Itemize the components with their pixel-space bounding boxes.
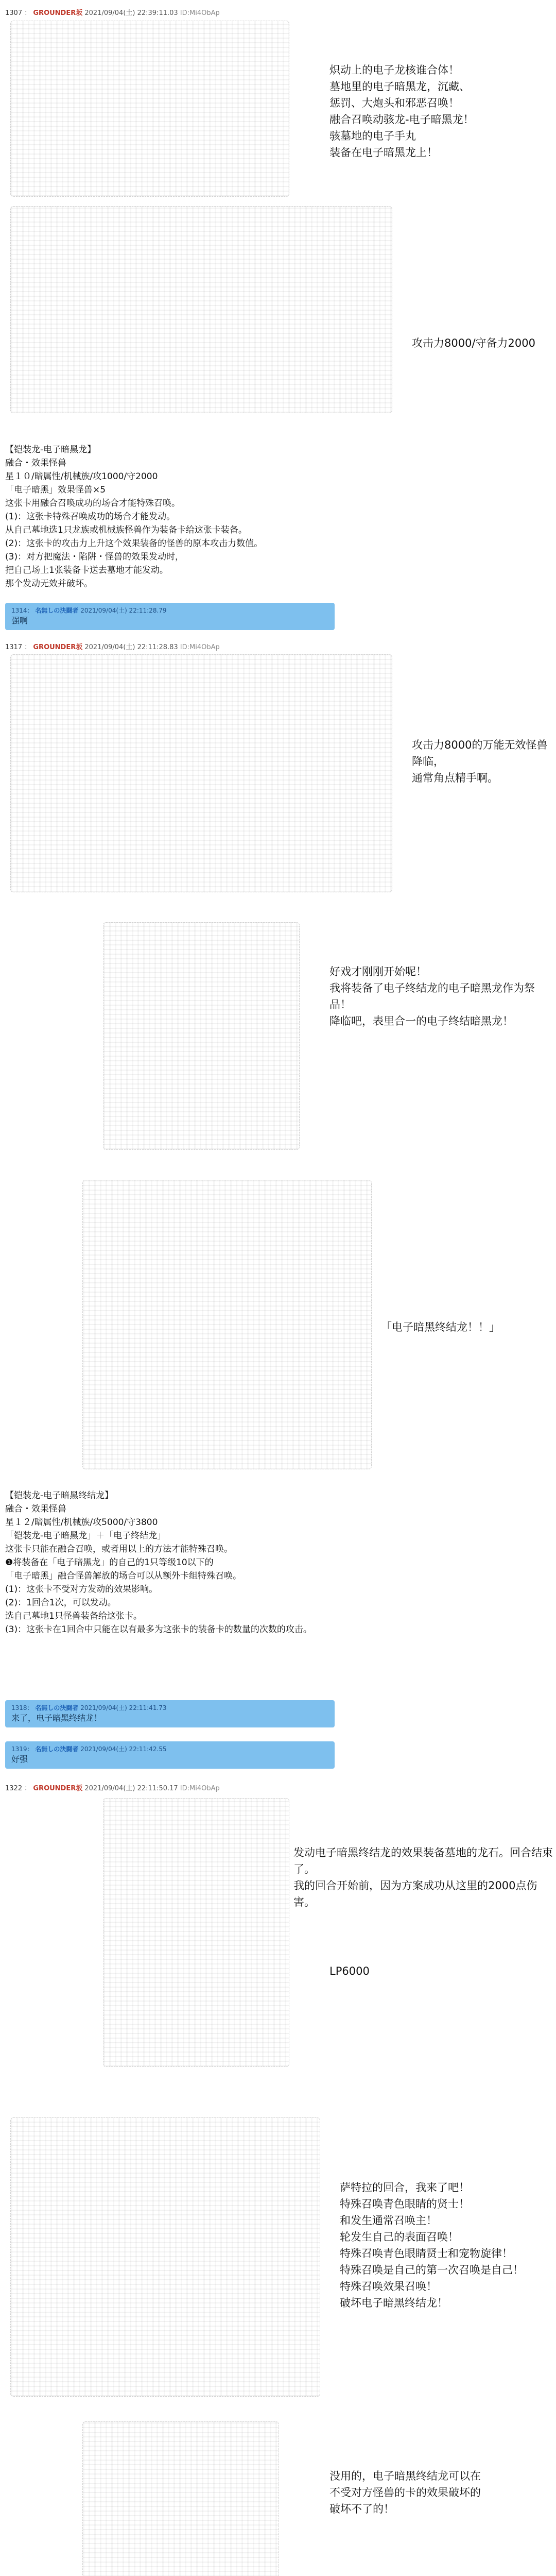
post-author[interactable]: GROUNDER坂 [33,9,83,17]
speech-text: 攻击力8000的万能无效怪兽降临， 通常角点精手啊。 [412,739,548,784]
quote-reply: 1318： 名無しの決闘者 2021/09/04(土) 22:11:41.73 来了，电子暗黑终结龙！ [5,1700,335,1727]
post-date: 2021/09/04(土) 22:39:11.03 [84,9,178,17]
speech-text: 发动电子暗黑终结龙的效果装备墓地的龙石。回合结束了。 我的回合开始前，因为方案成功从这里的2000点伤害。 [293,1846,553,1908]
ascii-art-character-group [10,2117,320,2397]
card-description: 【铠装龙-电子暗黑终结龙】 融合・效果怪兽 星１２/暗属性/机械族/攻5000/守3800 「铠装龙-电子暗黑龙」＋「电子终结龙」 这张卡只能在融合召唤，或者用以上的方法才能特殊召唤。 ❶将装备在「电子暗黑龙」的自己的1只等级10以下的 「电子暗黑」融合怪兽解放的场合可以从额外卡组特殊召唤。 (1)：这张卡不受对方发动的效果影响。 (2)：1回合1次，可以发动。 选自己墓地1只怪兽装备给这张卡。 (3)：这张卡在1回合中只能在以有最多为这张卡的装备卡的数量的次数的攻击。 [5,1490,312,1635]
ascii-art-character [10,21,289,197]
ascii-art-dragon-large [10,654,392,892]
speech-text: 没用的，电子暗黑终结龙可以在 不受对方怪兽的卡的效果破坏的 破坏不了的！ [329,2470,481,2515]
speech-text: 好戏才刚刚开始呢！ 我将装备了电子终结龙的电子暗黑龙作为祭品！ 降临吧，表里合一的电子终结暗黑龙！ [329,965,535,1027]
ascii-art-dragon [10,206,392,413]
speech-text: 炽动上的电子龙核谁合体！ 墓地里的电子暗黑龙，沉藏、 惩罚、大炮头和邪恶召唤！ 融合召唤动骇龙-电子暗黑龙！ 骇墓地的电子手丸 装备在电子暗黑龙上！ [329,64,474,159]
quote-reply: 1314： 名無しの決闘者 2021/09/04(土) 22:11:28.79 强啊 [5,603,335,630]
post-id: ID:Mi4ObAp [180,9,220,17]
life-points: LP6000 [329,1965,370,1977]
post-number: 1307 [5,9,23,17]
ascii-art-character [103,1798,289,2067]
quote-reply: 1319： 名無しの決闘者 2021/09/04(土) 22:11:42.55 好强 [5,1741,335,1769]
quote-body: 强啊 [11,616,28,625]
ascii-art-character [103,922,300,1150]
post-header: 1307 ： GROUNDER坂 2021/09/04(土) 22:39:11.03 ID:Mi4ObAp [5,9,220,17]
speech-text: 萨特拉的回合，我来了吧！ 特殊召唤青色眼睛的贤士！ 和发生通常召唤主！ 轮发生自己的表面召唤！ 特殊召唤青色眼睛贤士和宠物旋律！ 特殊召唤是自己的第一次召唤是自己！ 特殊召唤效果召唤！ 破坏电子暗黑终结龙！ [340,2181,524,2309]
ascii-art-dragon-evolved [82,1180,372,1469]
attack-stats-text: 攻击力8000/守备力2000 [412,337,535,349]
card-description: 【铠装龙-电子暗黑龙】 融合・效果怪兽 星１０/暗属性/机械族/攻1000/守2000 「电子暗黑」效果怪兽×5 这张卡用融合召唤成功的场合才能特殊召唤。 (1)：这张卡特殊召唤成功的场合才能发动。 从自己墓地选1只龙族或机械族怪兽作为装备卡给这张卡装备。 (2)：这张卡的攻击力上升这个效果装备的怪兽的原本攻击力数值。 (3)：对方把魔法・陷阱・怪兽的效果发动时， 把自己场上1张装备卡送去墓地才能发动。 那个发动无效并破坏。 [5,445,263,589]
summon-callout: 「电子暗黑终结龙！！」 [381,1321,500,1333]
post-header: 1317 ： GROUNDER坂 2021/09/04(土) 22:11:28.83 ID:Mi4ObAp [5,643,220,651]
post-header: 1322 ： GROUNDER坂 2021/09/04(土) 22:11:50.17 ID:Mi4ObAp [5,1785,220,1792]
ascii-art-character [82,2421,279,2576]
